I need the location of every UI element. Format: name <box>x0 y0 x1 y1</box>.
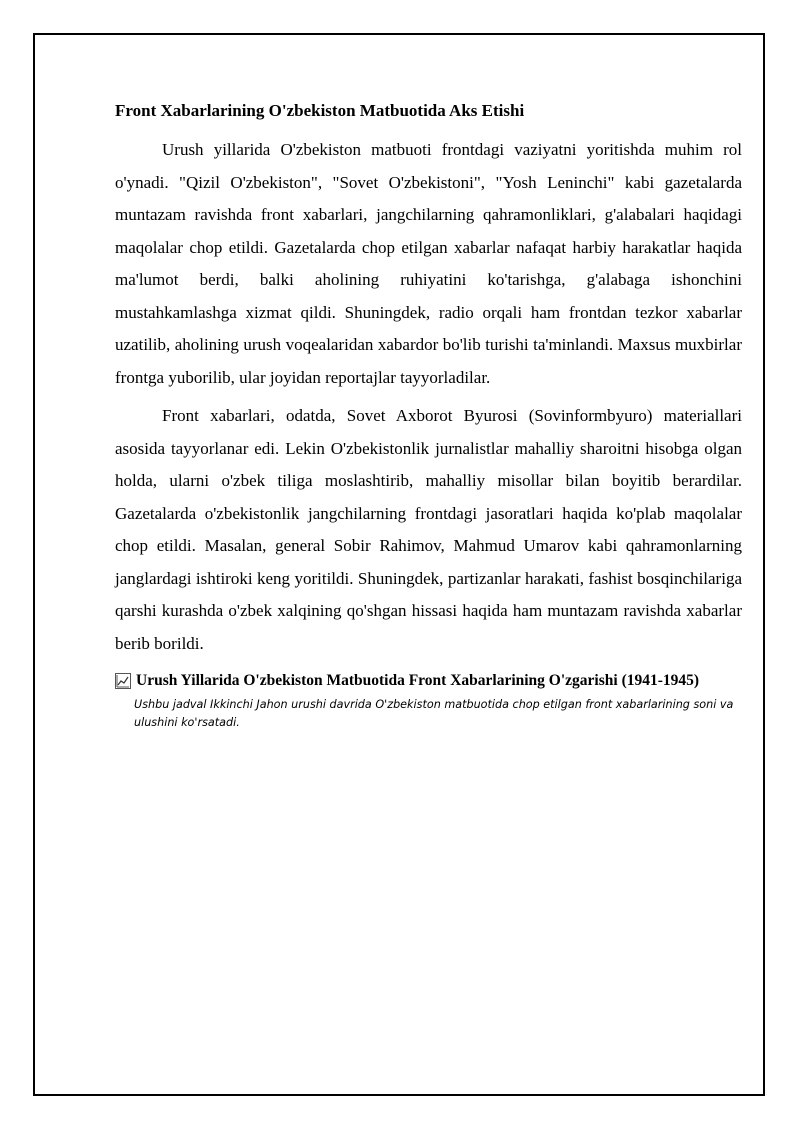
chart-title: Urush Yillarida O'zbekiston Matbuotida Front Xabarlarining O'zgarishi (1941-1945) <box>136 672 700 689</box>
section-title: Front Xabarlarining O'zbekiston Matbuotida Aks Etishi <box>115 101 525 120</box>
chart-heading <box>115 670 742 692</box>
chart-increasing-icon <box>115 673 131 689</box>
paragraph-2: Front xabarlari, odatda, Sovet Axborot Byurosi (Sovinformbyuro) materiallari asosida tayyorlanar edi. Lekin O'zbekistonlik jurnalistlar mahalliy sharoitni hisobga olgan holda, ularni o'zbek tiliga moslashtirib, mahalliy misollar bilan boyitib berardilar. Gazetalarda o'zbekistonlik jangchilarning frontdagi jasoratlari haqida ko'plab maqolalar chop etildi. Masalan, general Sobir Rahimov, Mahmud Umarov kabi qahramonlarning janglardagi ishtiroki keng yoritildi. Shuningdek, partizanlar harakati, fashist bosqinchilariga qarshi kurashda o'zbek xalqining qo'shgan hissasi haqida ham muntazam ravishda xabarlar berib borildi. <box>115 406 742 653</box>
paragraph-1: Urush yillarida O'zbekiston matbuoti frontdagi vaziyatni yoritishda muhim rol o'ynadi. "Qizil O'zbekiston", "Sovet O'zbekistoni", "Yosh Leninchi" kabi gazetalarda muntazam ravishda front xabarlari, jangchilarning qahramonliklari, g'alabalari haqidagi maqolalar chop etildi. Gazetalarda chop etilgan xabarlar nafaqat harbiy harakatlar haqida ma'lumot berdi, balki aholining ruhiyatini ko'tarishga, g'alabaga ishonchini mustahkamlashga xizmat qildi. Shuningdek, radio orqali ham frontdan tezkor xabarlar uzatilib, aholining urush voqealaridan xabardor bo'lib turishi ta'minlandi. Maxsus muxbirlar frontga yuborilib, ular joyidan reportajlar tayyorladilar. <box>115 140 742 387</box>
chart-caption: Ushbu jadval Ikkinchi Jahon urushi davrida O'zbekiston matbuotida chop etilgan front xabarlarining soni va ulushini ko'rsatadi. <box>134 698 734 729</box>
document-body <box>115 98 742 732</box>
